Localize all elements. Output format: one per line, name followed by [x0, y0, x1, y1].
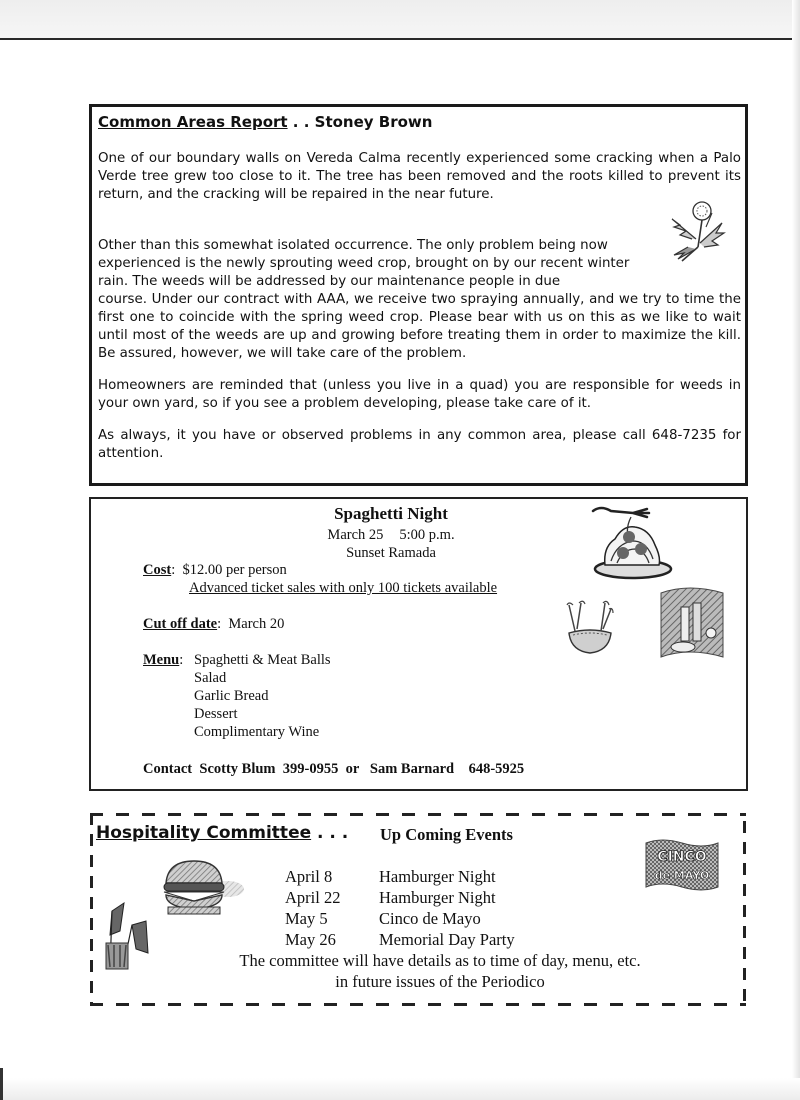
event-row — [285, 929, 515, 950]
ticket-note: Advanced ticket sales with only 100 tickets available — [189, 580, 498, 596]
event-time: 5:00 p.m. — [399, 527, 455, 543]
dashed-border-right — [743, 821, 746, 1006]
event-date: May 26 — [285, 930, 336, 949]
event-row — [285, 908, 515, 929]
svg-text:CINCO: CINCO — [657, 849, 707, 865]
title-separator: . . — [287, 113, 315, 131]
menu-list — [194, 651, 331, 741]
menu-item: Dessert — [194, 706, 238, 722]
hospitality-heading: Hospitality Committee — [96, 823, 312, 843]
report-paragraph-4: As always, it you have or observed problems in any common area, please call 648-7235 for attention. — [98, 428, 741, 461]
flag-soldiers-icon — [102, 901, 150, 971]
cost-label: Cost — [143, 562, 172, 578]
event-name: Hamburger Night — [379, 867, 496, 886]
event-date: May 5 — [285, 909, 328, 928]
dashed-border-left — [90, 813, 93, 1006]
report-paragraph-2b: course. Under our contract with AAA, we receive two spraying annually, and we try to time the first one to coincide with the spring weed crop. Please bear with us on this as we like to wait until most of the weeds are up and growing before treating them in order to maximize the kill. Be assured, however, we will take care of the problem. — [98, 292, 741, 361]
cost-value: $12.00 per person — [182, 562, 287, 578]
hospitality-subtitle: Up Coming Events — [380, 825, 513, 844]
event-name: Hamburger Night — [379, 888, 496, 907]
report-heading: Common Areas Report — [98, 113, 288, 131]
event-title: Spaghetti Night — [334, 504, 448, 523]
title-separator: . . . — [311, 823, 355, 843]
menu-label-line: Menu: — [143, 652, 184, 668]
spaghetti-plate-icon — [589, 503, 673, 583]
menu-item: Salad — [194, 670, 227, 686]
event-list — [285, 866, 515, 950]
event-date: March 25 — [327, 527, 384, 543]
svg-text:de MAYO: de MAYO — [654, 869, 710, 882]
report-author: Stoney Brown — [314, 113, 433, 131]
event-name: Cinco de Mayo — [379, 909, 481, 928]
wine-bottles-icon — [659, 587, 725, 661]
menu-label: Menu — [143, 652, 180, 668]
spaghetti-night-flyer — [89, 497, 748, 791]
committee-note-line-1: The committee will have details as to time of day, menu, etc. — [239, 951, 641, 970]
scan-mark — [0, 1068, 3, 1100]
event-venue: Sunset Ramada — [346, 545, 436, 561]
event-row — [285, 866, 515, 887]
menu-item: Spaghetti & Meat Balls — [194, 652, 331, 668]
report-paragraph-1: One of our boundary walls on Vereda Calma recently experienced some cracking when a Palo Verde tree grew too close to it. The tree has been removed and the roots killed to prevent its return, and the cracking will be repaired in the near future. — [98, 151, 741, 202]
salad-bowl-icon — [565, 599, 615, 657]
event-name: Memorial Day Party — [379, 930, 515, 949]
scan-top-edge — [0, 0, 800, 40]
hamburger-icon — [160, 859, 245, 917]
event-date: April 8 — [285, 867, 333, 886]
committee-note-line-2: in future issues of the Periodico — [335, 972, 545, 991]
cinco-de-mayo-badge — [642, 835, 722, 893]
cutoff-line: Cut off date: March 20 — [143, 616, 285, 632]
hospitality-committee — [90, 813, 746, 1005]
report-paragraph-2 — [98, 237, 741, 363]
dashed-border-top — [90, 813, 746, 816]
hospitality-title — [96, 823, 354, 844]
contact-line: Contact Scotty Blum 399-0955 or Sam Barnard 648-5925 — [143, 761, 525, 777]
dandelion-icon — [660, 199, 730, 265]
event-date: April 22 — [285, 888, 341, 907]
common-areas-report — [89, 104, 748, 486]
menu-item: Complimentary Wine — [194, 724, 320, 740]
menu-item: Garlic Bread — [194, 688, 269, 704]
cost-line: Cost: $12.00 per person — [143, 562, 287, 578]
cutoff-value: March 20 — [228, 616, 285, 632]
scan-bottom-edge — [0, 1078, 800, 1100]
report-paragraph-3: Homeowners are reminded that (unless you live in a quad) you are responsible for weeds in your own yard, so if you see a problem developing, please take care of it. — [98, 378, 741, 411]
committee-note — [190, 950, 690, 992]
scan-right-edge — [792, 0, 800, 1100]
dashed-border-bottom — [90, 1003, 746, 1006]
report-paragraph-2a: Other than this somewhat isolated occurrence. The only problem being now experienced is the newly sprouting weed crop, brought on by our recent winter rain. The weeds will be addressed by our maintenance people in due — [98, 238, 630, 289]
cutoff-label: Cut off date — [143, 616, 218, 632]
report-title — [98, 113, 432, 131]
event-row — [285, 887, 515, 908]
